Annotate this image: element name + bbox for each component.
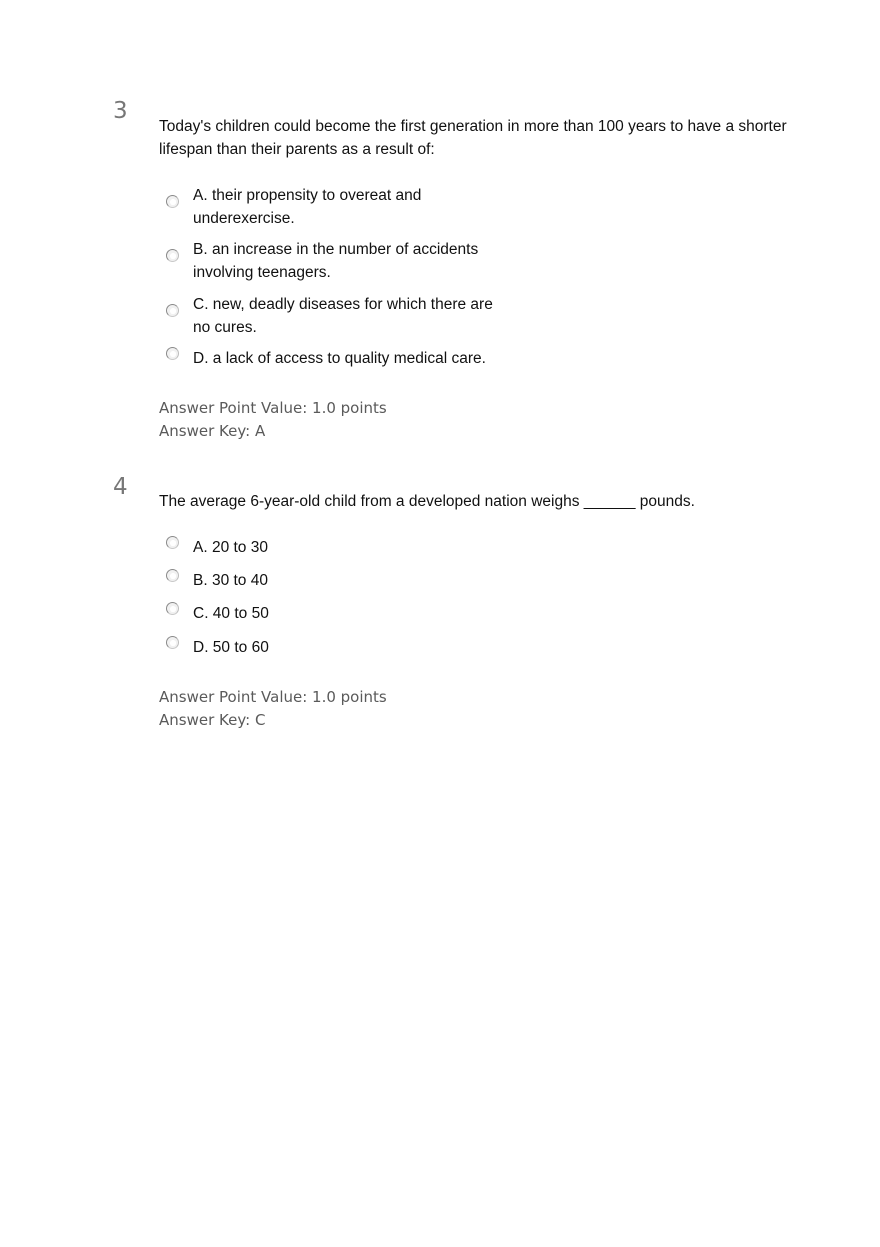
option-b[interactable] — [166, 238, 526, 284]
option-label — [193, 347, 486, 370]
option-c[interactable] — [166, 602, 526, 625]
option-label — [193, 184, 421, 230]
option-label — [193, 238, 478, 284]
option-a[interactable] — [166, 536, 526, 559]
question-text-line: The average 6-year-old child from a developed nation weighs ______ pounds. — [159, 493, 695, 510]
radio-button-icon[interactable] — [166, 195, 179, 208]
answer-key: Answer Key: C — [159, 711, 266, 729]
radio-button-icon[interactable] — [166, 249, 179, 262]
option-c[interactable] — [166, 293, 526, 339]
question-number: 3 — [113, 98, 128, 124]
option-label-line: A. their propensity to overeat and — [193, 187, 422, 204]
option-b[interactable] — [166, 569, 526, 592]
option-label-line: D. a lack of access to quality medical care. — [193, 350, 486, 367]
radio-button-icon[interactable] — [166, 304, 179, 317]
option-label: B. 30 to 40 — [193, 572, 268, 589]
question-text — [159, 490, 799, 513]
option-a[interactable] — [166, 184, 526, 230]
option-label-line: C. new, deadly diseases for which there are — [193, 296, 493, 313]
answer-point-value: Answer Point Value: 1.0 points — [159, 399, 387, 417]
question-text-line: lifespan than their parents as a result of: — [159, 141, 435, 158]
option-d[interactable] — [166, 636, 526, 659]
answer-meta — [159, 397, 387, 443]
option-label: D. 50 to 60 — [193, 639, 269, 656]
radio-button-icon[interactable] — [166, 347, 179, 360]
radio-button-icon[interactable] — [166, 569, 179, 582]
option-label: C. 40 to 50 — [193, 605, 269, 622]
answer-key: Answer Key: A — [159, 422, 266, 440]
option-label-line: no cures. — [193, 319, 257, 336]
option-label — [193, 293, 493, 339]
radio-button-icon[interactable] — [166, 636, 179, 649]
option-label: A. 20 to 30 — [193, 539, 268, 556]
answer-point-value: Answer Point Value: 1.0 points — [159, 688, 387, 706]
question-text-line: Today's children could become the first generation in more than 100 years to have a shorter — [159, 118, 787, 135]
option-label-line: underexercise. — [193, 210, 295, 227]
option-d[interactable] — [166, 347, 526, 370]
radio-button-icon[interactable] — [166, 536, 179, 549]
answer-meta — [159, 686, 387, 732]
option-label-line: B. an increase in the number of accidents — [193, 241, 479, 258]
radio-button-icon[interactable] — [166, 602, 179, 615]
option-label-line: involving teenagers. — [193, 264, 331, 281]
question-number: 4 — [113, 474, 128, 500]
question-text — [159, 115, 799, 161]
